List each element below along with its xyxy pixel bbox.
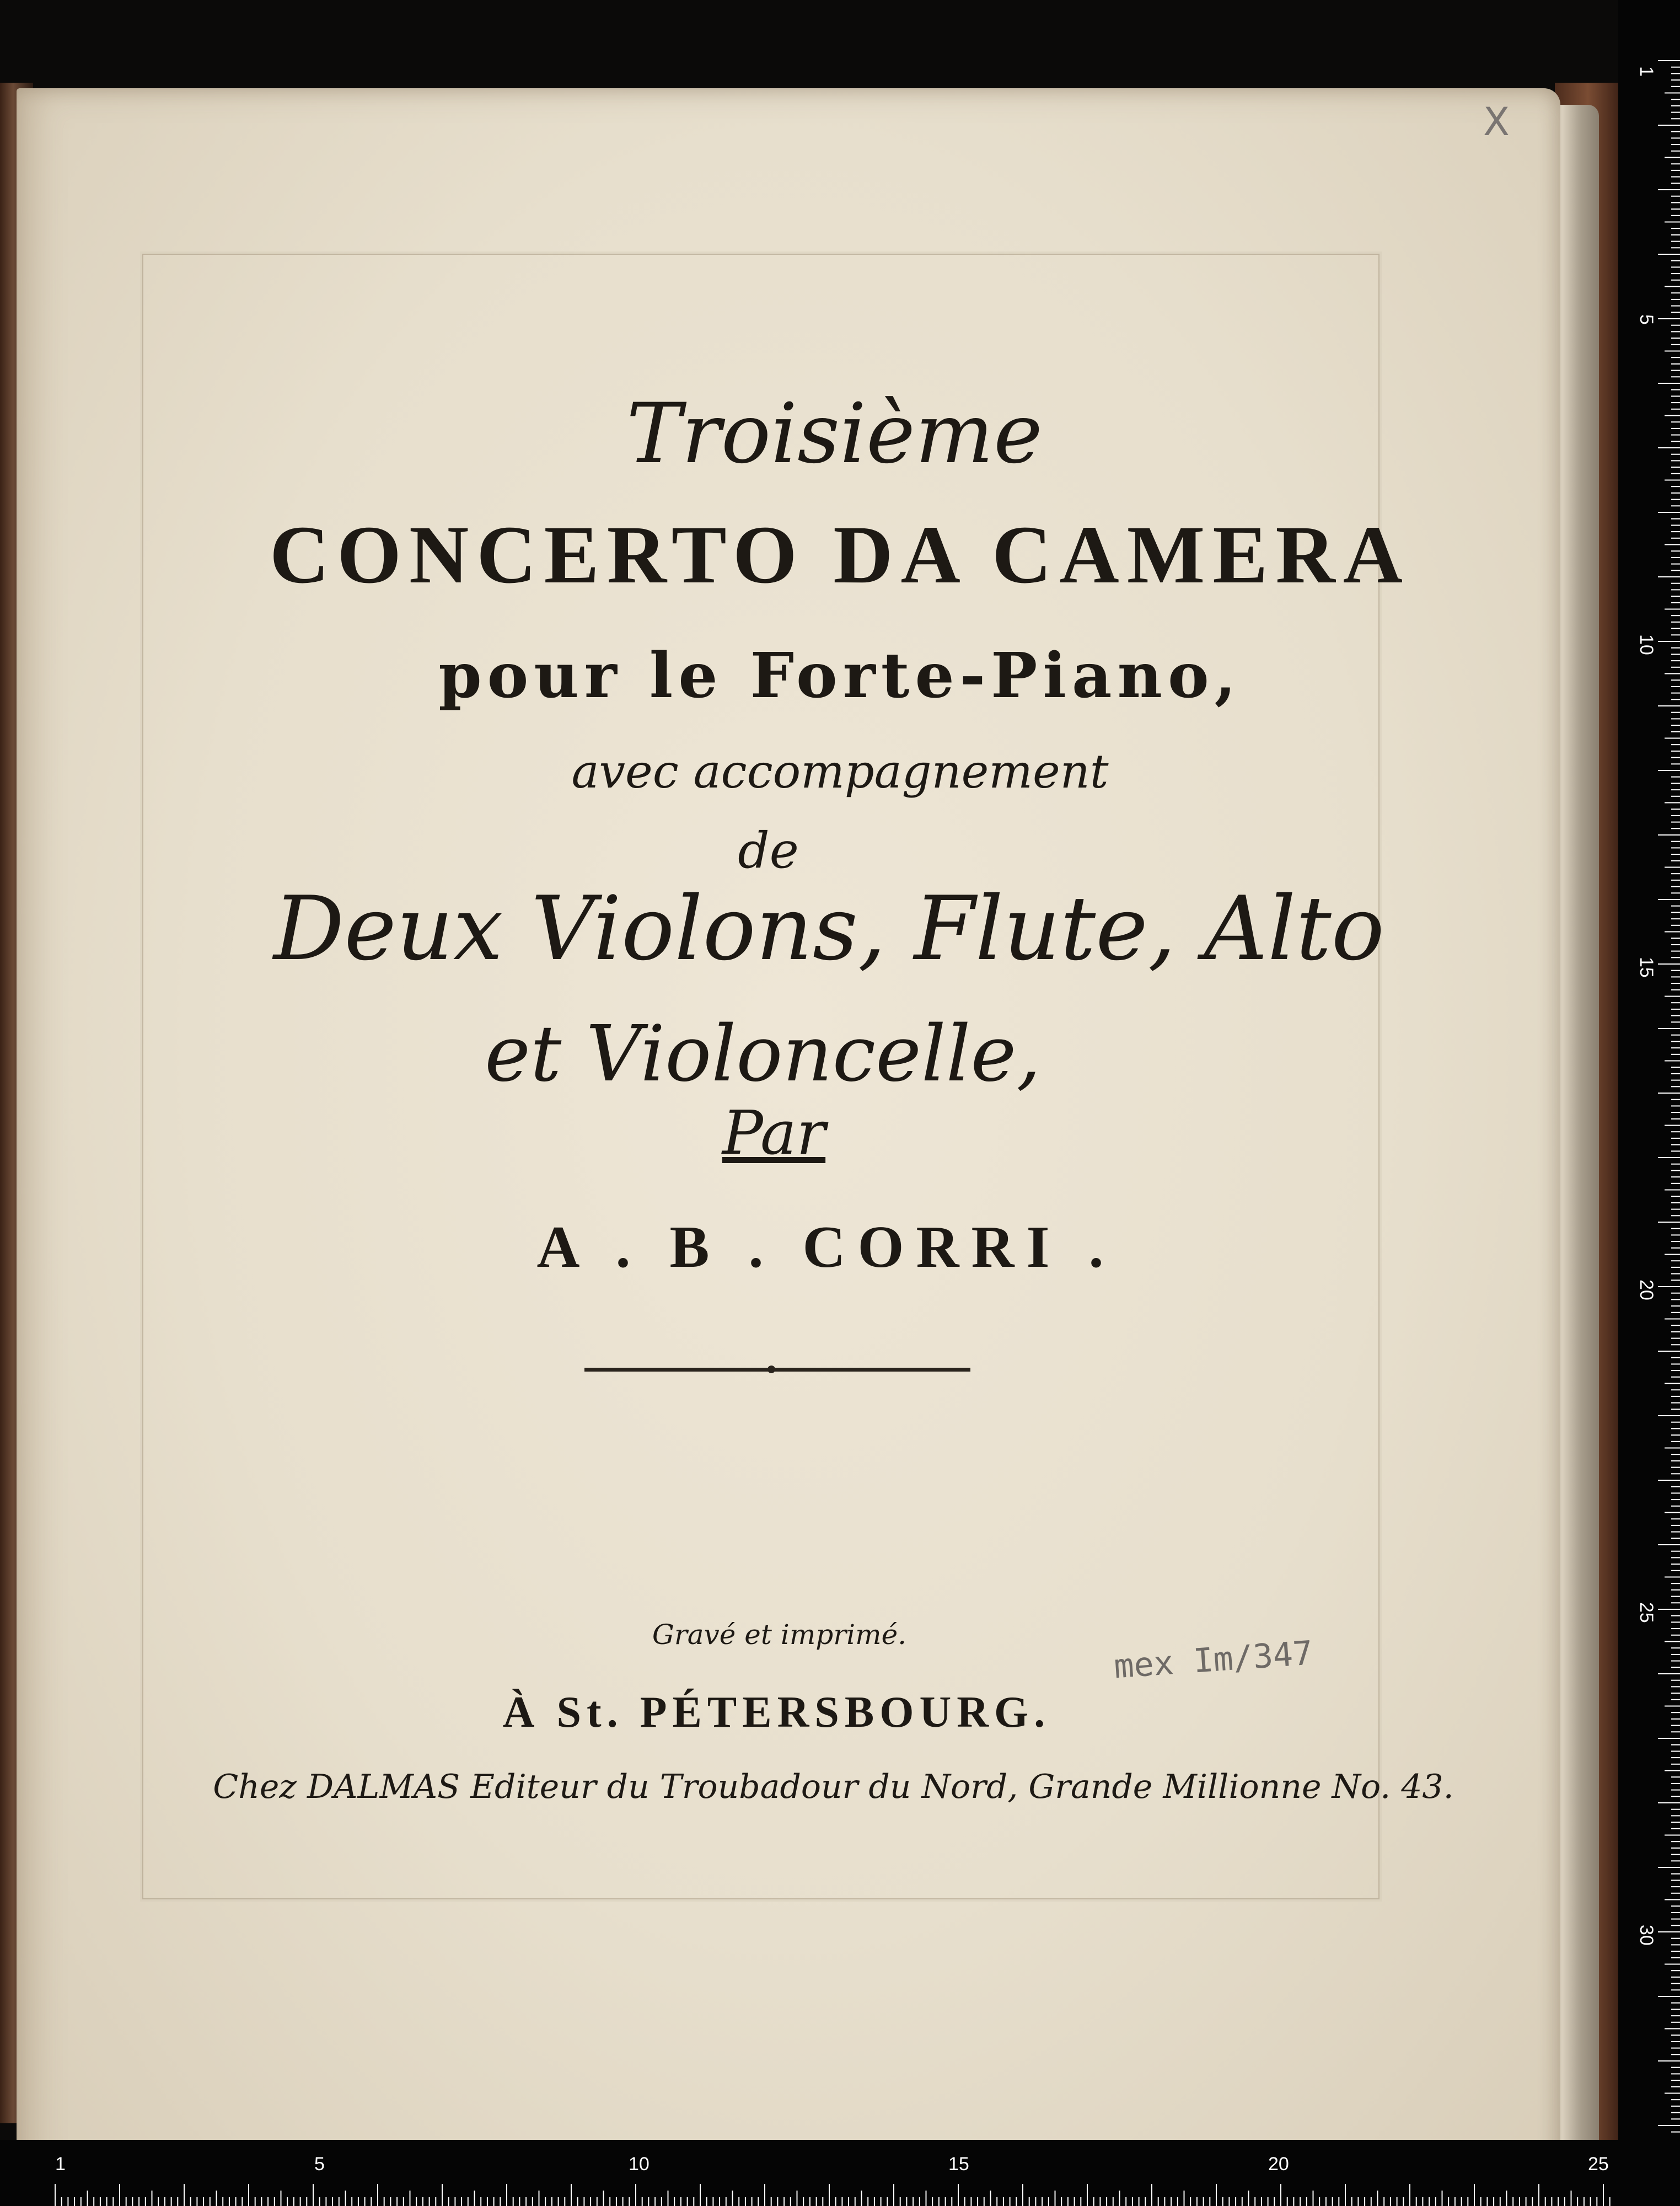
main-title: CONCERTO DA CAMERA [269,509,1411,601]
ruler-bottom-label: 10 [629,2154,650,2175]
ruler-bottom-label: 1 [55,2154,66,2175]
composer-name: A . B . CORRI . [536,1214,1116,1280]
accompaniment-line: avec accompagnement [571,745,1109,799]
ruler-bottom-label: 15 [948,2154,969,2175]
par-word: Par [722,1097,826,1168]
ruler-right-label: 20 [1636,1279,1657,1300]
subtitle: pour le Forte-Piano, [438,640,1242,712]
ruler-right-label: 10 [1636,634,1657,655]
ruler-bottom-label: 25 [1588,2154,1609,2175]
shelfmark-pencil: mex Im/347 [1112,1634,1314,1686]
ruler-right-label: 15 [1636,957,1657,978]
ruler-bottom-label: 20 [1268,2154,1289,2175]
ruler-bottom-ticks [55,2184,1610,2206]
ruler-bottom-label: 5 [314,2154,325,2175]
de-word: de [738,822,799,880]
instruments-line-2: et Violoncelle, [485,1009,1041,1099]
imprint-city: À St. PÉTERSBOURG. [502,1688,1051,1737]
ruler-right-ticks [1658,61,1680,2132]
ruler-right-label: 25 [1636,1602,1657,1623]
instruments-line-1: Deux Violons, Flute, Alto [273,877,1384,980]
ruler-right-label: 30 [1636,1925,1657,1946]
corner-pencil-mark: X [1483,99,1510,144]
ruler-right-label: 1 [1636,66,1657,77]
publisher-line: Chez DALMAS Editeur du Troubadour du Nord, Grande Millionne No. 43. [213,1768,1454,1806]
engraved-line: Gravé et imprimé. [652,1619,907,1651]
ordinal-heading: Troisième [626,386,1043,482]
ruler-right-label: 5 [1636,314,1657,325]
